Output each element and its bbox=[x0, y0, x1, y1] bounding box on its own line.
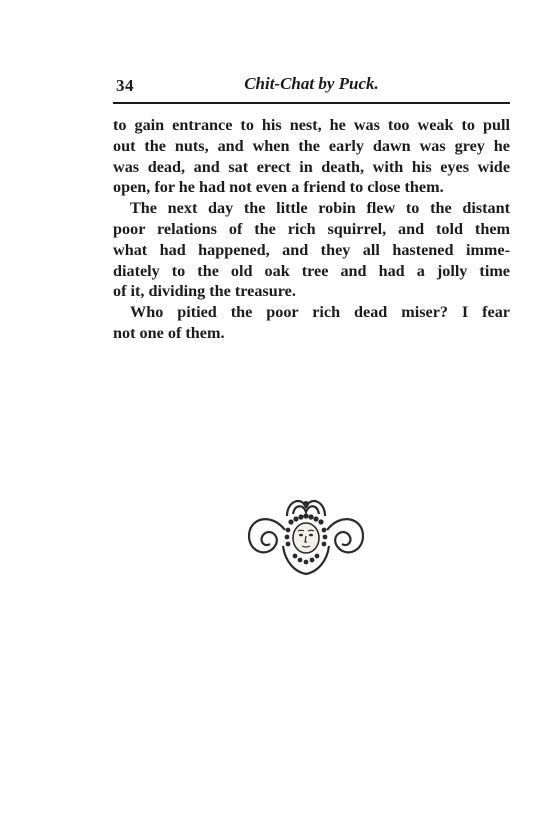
text-line: of it, dividing the treasure. bbox=[113, 282, 296, 301]
paragraph-2 bbox=[113, 198, 510, 302]
text-line: The next day the little robin flew to the distant bbox=[130, 199, 510, 218]
page-header bbox=[113, 74, 510, 98]
text-line: not one of them. bbox=[113, 323, 225, 342]
text-line: Who pitied the poor rich dead miser? I fear bbox=[130, 303, 510, 322]
text-line: diately to the old oak tree and had a jolly time bbox=[113, 261, 510, 280]
body-text bbox=[113, 115, 510, 344]
text-line: open, for he had not even a friend to close them. bbox=[113, 178, 444, 197]
text-line: out the nuts, and when the early dawn was grey he bbox=[113, 136, 510, 155]
running-title: Chit-Chat by Puck. bbox=[244, 74, 379, 93]
text-line: what had happened, and they all hastened imme- bbox=[113, 240, 510, 259]
text-line: poor relations of the rich squirrel, and told them bbox=[113, 219, 510, 238]
header-rule bbox=[113, 102, 510, 104]
page-number: 34 bbox=[116, 76, 134, 95]
text-line: to gain entrance to his nest, he was too weak to pull bbox=[113, 116, 510, 134]
paragraph-3 bbox=[113, 302, 510, 344]
text-line: was dead, and sat erect in death, with his eyes wide bbox=[113, 157, 510, 176]
paragraph-1 bbox=[113, 115, 510, 198]
face-with-scrolls-ornament-icon bbox=[245, 490, 367, 576]
